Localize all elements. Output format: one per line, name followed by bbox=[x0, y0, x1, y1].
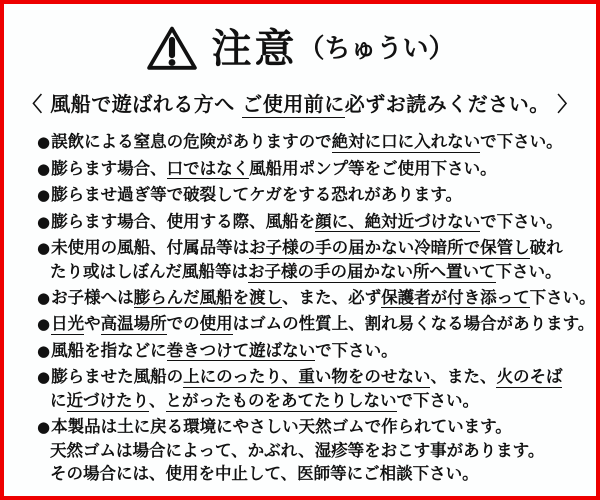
bullet-marker: ● bbox=[37, 186, 51, 204]
text: 下さい。 bbox=[495, 262, 562, 281]
text: での bbox=[166, 314, 200, 333]
warning-triangle-icon bbox=[145, 24, 199, 74]
text: 下さい。 bbox=[529, 287, 596, 307]
notice-header bbox=[4, 22, 596, 76]
underlined-text: 保護者が付き添って bbox=[381, 287, 530, 307]
list-item bbox=[37, 157, 580, 181]
underlined-text: 高温場所 bbox=[100, 314, 167, 333]
text: 破れ bbox=[529, 238, 563, 257]
list-item-line-cont bbox=[37, 260, 580, 283]
list-item-line bbox=[37, 157, 580, 181]
underlined-text: 使用 bbox=[199, 314, 233, 333]
list-item-line bbox=[37, 365, 580, 389]
text: 、 bbox=[149, 391, 166, 410]
list-item bbox=[37, 365, 580, 412]
text: 〉 bbox=[549, 92, 578, 116]
text: 膨らます場合、 bbox=[51, 158, 167, 178]
underlined-text: 膨らんだ風船を渡し bbox=[133, 287, 283, 307]
warning-list bbox=[37, 130, 596, 485]
underlined-text: お子様の手の届かない所へ置いて bbox=[248, 262, 496, 281]
list-item bbox=[37, 236, 580, 283]
list-item bbox=[37, 183, 580, 207]
list-item-line bbox=[37, 415, 580, 439]
bullet-marker: ● bbox=[37, 133, 51, 151]
text: 、また、 bbox=[430, 367, 497, 386]
text: その場合には、使用を中止して、医師等にご相談下さい。 bbox=[50, 463, 479, 483]
underlined-text: 近づけたり bbox=[66, 391, 149, 410]
text: 〈 風船で遊ばれる方へ bbox=[22, 92, 243, 116]
list-item-line bbox=[37, 236, 580, 260]
underlined-text: お子様の手の届かない冷暗所で保管し bbox=[249, 238, 530, 257]
text: で下さい。 bbox=[480, 211, 563, 231]
underlined-text: とがったものをあてたりしない bbox=[165, 391, 397, 410]
underlined-text: 火のそば bbox=[496, 367, 563, 386]
text: たり或はしぼんだ風船等は bbox=[50, 262, 248, 281]
bullet-marker: ● bbox=[37, 159, 51, 178]
text: で下さい。 bbox=[480, 132, 563, 151]
notice-subtitle bbox=[4, 88, 596, 117]
underlined-text: 顔に、絶対近づけない bbox=[315, 211, 481, 231]
underlined-text: ご使用前に bbox=[242, 92, 345, 116]
text: に bbox=[50, 391, 67, 410]
bullet-marker: ● bbox=[37, 288, 51, 307]
underlined-text: 巻きつけて遊ばない bbox=[166, 340, 316, 360]
list-item bbox=[37, 312, 595, 336]
list-item-line bbox=[37, 130, 580, 154]
bullet-marker: ● bbox=[37, 239, 51, 257]
list-item-line bbox=[37, 312, 595, 336]
text: や bbox=[84, 314, 101, 333]
list-item-line-cont bbox=[37, 439, 580, 462]
bullet-marker: ● bbox=[37, 341, 51, 360]
bullet-marker: ● bbox=[37, 368, 51, 386]
list-item bbox=[37, 286, 596, 310]
text: 膨らませ過ぎ等で破裂してケガをする恐れがあります。 bbox=[51, 185, 462, 204]
text: 本製品は土に戻る環境にやさしい天然ゴムで作られています。 bbox=[51, 416, 512, 436]
underlined-text: 日光 bbox=[51, 314, 85, 333]
underlined-text: 口ではなく bbox=[166, 158, 250, 178]
text: 風船を指などに bbox=[51, 340, 167, 360]
list-item-line-cont bbox=[37, 389, 580, 412]
text: 、また、必ず bbox=[282, 287, 382, 307]
list-item bbox=[37, 130, 580, 154]
text: はゴムの性質上、割れ易くなる場合があります。 bbox=[232, 314, 595, 333]
text: お子様へは bbox=[51, 287, 134, 307]
text: で下さい。 bbox=[315, 340, 398, 360]
underlined-text: 上にのったり、重い物をのせない bbox=[183, 367, 431, 386]
bullet-marker: ● bbox=[37, 212, 51, 231]
text: 天然ゴムは場合によって、かぶれ、湿疹等をおこす事があります。 bbox=[50, 440, 545, 460]
text: 膨らませた風船の bbox=[51, 367, 184, 386]
text: 必ずお読みください。 bbox=[344, 92, 550, 116]
text: 未使用の風船、付属品等は bbox=[51, 238, 250, 257]
list-item-line bbox=[37, 210, 580, 234]
list-item bbox=[37, 339, 580, 363]
list-item bbox=[37, 415, 580, 485]
list-item-line bbox=[37, 183, 580, 207]
notice-title: 注意 bbox=[211, 26, 298, 72]
text: 風船用ポンプ等をご使用下さい。 bbox=[249, 158, 497, 178]
underlined-text: 絶対に口に入れない bbox=[331, 132, 481, 151]
bullet-marker: ● bbox=[37, 417, 51, 436]
text: 誤飲による窒息の危険がありますので bbox=[51, 132, 332, 151]
bullet-marker: ● bbox=[37, 315, 51, 333]
list-item-line bbox=[37, 339, 580, 363]
notice-title-reading: （ちゅうい） bbox=[298, 34, 455, 64]
text: 膨らます場合、使用する際、風船を bbox=[51, 211, 316, 231]
list-item-line bbox=[37, 286, 596, 310]
text: で下さい。 bbox=[396, 391, 479, 410]
list-item-line-cont bbox=[37, 462, 580, 485]
list-item bbox=[37, 210, 580, 234]
